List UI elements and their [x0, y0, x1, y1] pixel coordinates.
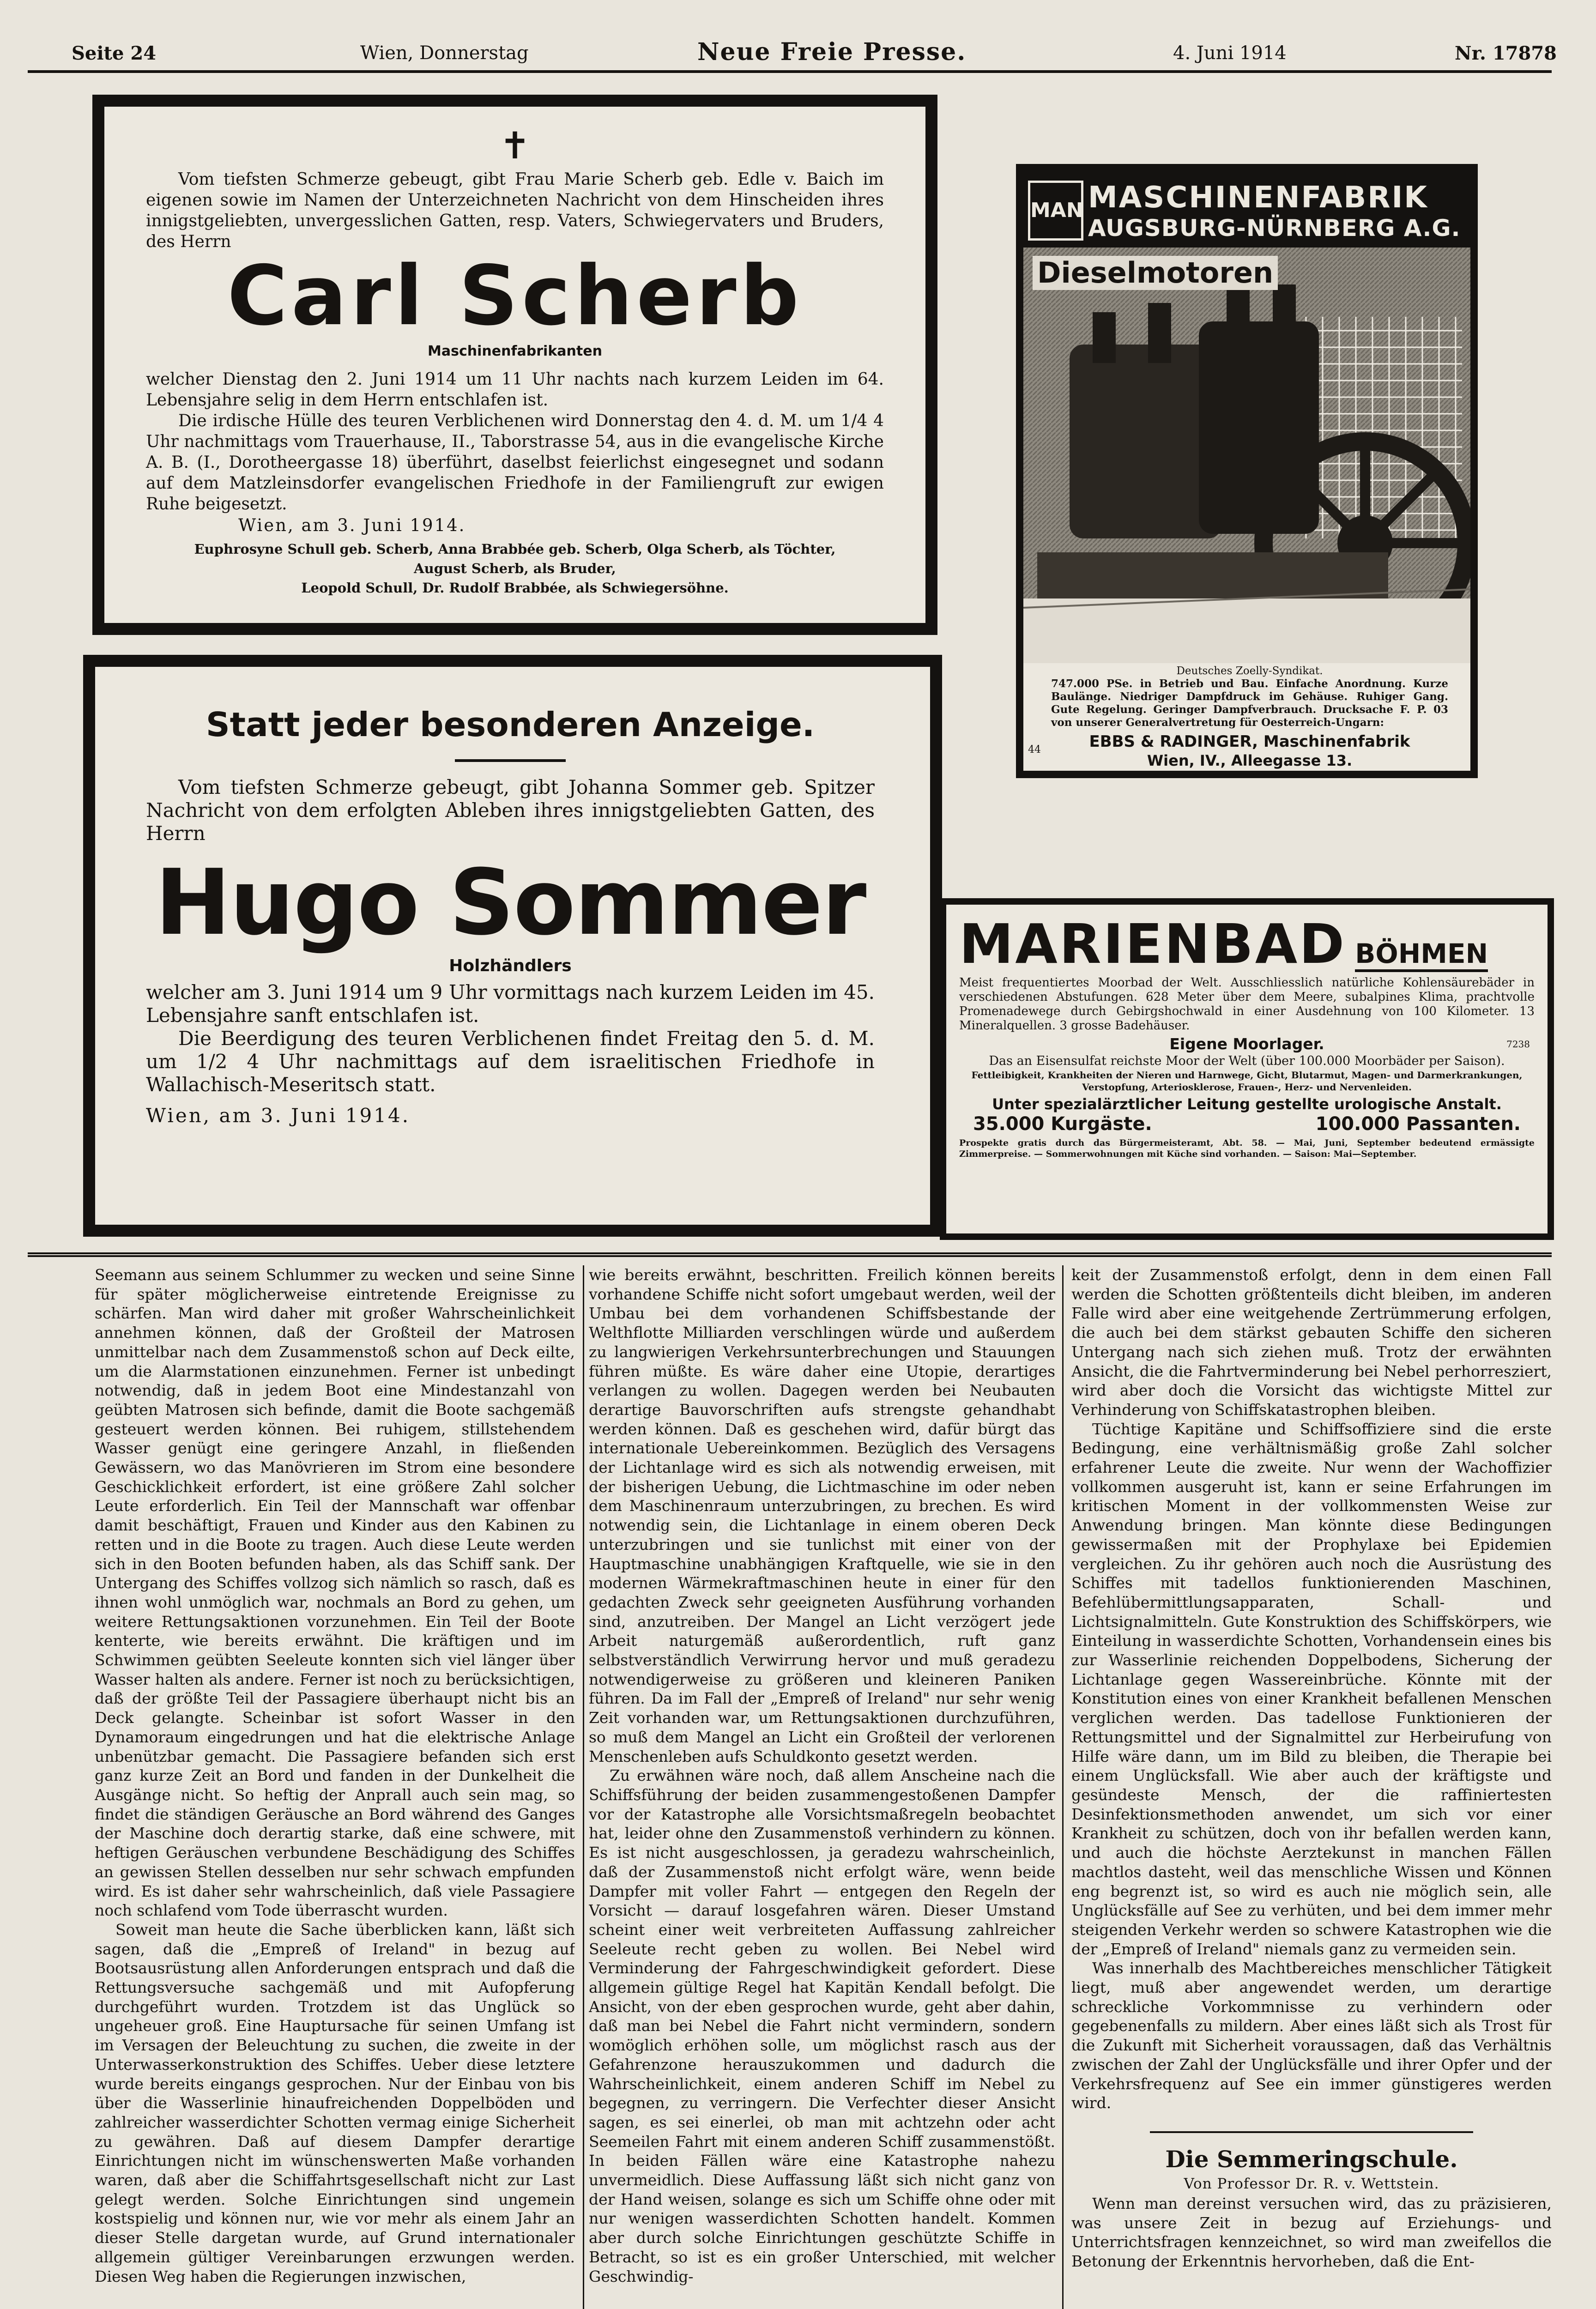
- place-date: Wien, am 3. Juni 1914.: [146, 1104, 411, 1127]
- announcement-headline: Statt jeder besonderen Anzeige.: [206, 705, 815, 744]
- place-day: Wien, Donnerstag: [360, 42, 529, 64]
- marienbad-header: [959, 914, 1535, 974]
- signatories-1: Euphrosyne Schull geb. Scherb, Anna Brabbée geb. Scherb, Olga Scherb, als Töchter,: [194, 541, 836, 557]
- company-line-2: AUGSBURG-NÜRNBERG A.G.: [1088, 215, 1461, 242]
- column-rule: [1062, 1265, 1064, 2309]
- moor-label: Eigene Moorlager.: [1169, 1035, 1324, 1053]
- feuilleton-byline: Von Professor Dr. R. v. Wettstein.: [1184, 2175, 1439, 2192]
- obituary-text-1: welcher Dienstag den 2. Juni 1914 um 11 Uhr nachts nach kurzem Leiden im 64. Lebensjahre selig in dem Herrn entschlafen ist.: [146, 370, 884, 410]
- masthead: [28, 37, 1557, 69]
- article-paragraph: wie bereits erwähnt, beschritten. Freilich können bereits vorhandene Schiffe nicht sofort umgebaut werden, weil der Umbau bei dem vorhandenen Schiffsbestande der Welthflotte Milliarden verschlingen würde und außerdem zu langwierigen Verkehrsunterbrechungen und Stauungen führen müßte. Es wäre daher eine Utopie, derartiges verlangen zu wollen. Dagegen werden bei Neubauten derartige Bauvorschriften aufs strengste gehandhabt werden können. Daß es geschehen wird, dafür bürgt das internationale Uebereinkommen. Bezüglich des Versagens der Lichtanlage wird es sich als notwendig erweisen, mit der bisherigen Uebung, die Lichtmaschine im oder neben dem Maschinenraum unterzubringen, zu brechen. Es wird notwendig sein, die Lichtanlage in einem oberen Deck unterzubringen und sie tunlichst mit einer von der Hauptmaschine unabhängigen Kraftquelle, wie sie in den modernen Wärmekraftmaschinen heute in einer für den gedachten Zweck sehr geeigneten Ausführung vorhanden sind, anzutreiben. Der Mangel an Licht verzögert jede Arbeit naturgemäß außerordentlich, ruft ganz selbstverständlich Verwirrung hervor und muß geradezu notwendigerweise zu größeren und kleineren Paniken führen. Da im Fall der „Empreß of Ireland" nur sehr wenig Zeit vorhanden war, um Rettungsaktionen durchzuführen, so muß dem Mangel an Licht ein Großteil der verlorenen Menschenleben aufs Schuldkonto gesetzt werden.: [589, 1266, 1055, 1765]
- article-paragraph: Soweit man heute die Sache überblicken kann, läßt sich sagen, daß die „Empreß of Ireland" in bezug auf Bootsausrüstung allen Anforderungen entsprach und daß die Rettungsversuche sachgemäß und mit Aufopferung durchgeführt wurden. Trotzdem ist das Unglück so ungeheuer groß. Eine Hauptursache für seinen Umfang ist im Versagen der Beleuchtung zu suchen, die zweite in der Unterwasserkonstruktion des Schiffes. Ueber diese letztere wurde bereits eingangs gesprochen. Nur der Einbau von bis über die Wasserlinie hinaufreichenden Doppelböden und zahlreicher wasserdichter Schotten vermag einige Sicherheit zu gewähren. Daß auf diesem Dampfer derartige Einrichtungen nicht im wünschenswerten Maße vorhanden waren, daß aber die Schiffahrtsgesellschaft nicht zur Last gelegt werden. Solche Einrichtungen sind ungemein kostspielig und können nur, wie vor mehr als einem Jahr an dieser Stelle dargetan wurde, auf Grund internationaler allgemein gültiger Vereinbarungen erzwungen werden. Diesen Weg haben die Regierungen inzwischen,: [95, 1920, 575, 2285]
- headline-rule: [455, 759, 566, 762]
- deceased-occupation: Maschinenfabrikanten: [428, 343, 602, 359]
- newspaper-title: Neue Freie Presse.: [697, 38, 967, 66]
- ad-number: 7238: [1506, 1039, 1530, 1050]
- marienbad-text-1: Meist frequentiertes Moorbad der Welt. Ausschliesslich natürliche Kohlensäurebäder in verschiedenen Abstufungen. 628 Meter über dem Meere, subalpines Klima, prachtvolle Promenadewege durch Gebirgshochwald in einer Ausdehnung von 100 Kilometer. 13 Mineralquellen. 3 grosse Badehäuser.: [959, 976, 1535, 1033]
- place-date: Wien, am 3. Juni 1914.: [238, 515, 466, 535]
- company-line-1: MASCHINENFABRIK: [1088, 181, 1428, 215]
- article-paragraph: Seemann aus seinem Schlummer zu wecken und seine Sinne für später möglicherweise eintretende Ereignisse zu schärfen. Man wird daher mit großer Wahrscheinlichkeit annehmen können, daß der Großteil der Matrosen unmittelbar nach dem Zusammenstoß schon auf Deck eilte, um die Alarmstationen einzunehmen. Ferner ist unbedingt notwendig, daß in jedem Boot eine Mindestanzahl von geübten Matrosen sich befinde, damit die Boote sachgemäß gesteuert werden können. Bei ruhigem, stillstehendem Wasser genügt eine geringere Anzahl, in fließenden Gewässern, wo das Manövrieren im Strom eine besondere Geschicklichkeit erfordert, ist eine größere Zahl solcher Leute erforderlich. Ein Teil der Mannschaft war offenbar damit beschäftigt, Frauen und Kinder aus den Kabinen zu retten und in die Boote zu tragen. Auch diese Leute werden sich in den Booten befunden haben, als das Schiff sank. Der Untergang des Schiffes vollzog sich nämlich so rasch, daß es ihnen wohl unmöglich war, nochmals an Bord zu gehen, um weitere Rettungsaktionen vorzunehmen. Ein Teil der Boote kenterte, wie bereits erwähnt. Die kräftigen und im Schwimmen geübten Seeleute konnten sich viel länger über Wasser halten als andere. Ferner ist noch zu berücksichtigen, daß der größte Teil der Passagiere überhaupt nicht bis an Deck gelangte. Scheinbar ist sofort Wasser in den Dynamoraum eingedrungen und hat die elektrische Anlage unbenützbar gemacht. Die Passagiere befanden sich erst ganz kurze Zeit an Bord und fanden in der Dunkelheit die Ausgänge nicht. So heftig der Anprall auch sein mag, so findet die ständigen Geräusche an Bord während des Ganges der Maschine doch derartig starke, daß eine schwere, mit heftigen Geräuschen verbundene Beschädigung des Schiffes an gewissen Stellen desselben nur sehr schwach empfunden wird. Es ist daher sehr wahrscheinlich, daß viele Passagiere noch schlafend vom Tode überrascht wurden.: [95, 1266, 575, 1920]
- diesel-engine-image: [1023, 248, 1470, 663]
- syndicate: Deutsches Zoelly-Syndikat.: [1176, 665, 1323, 677]
- announcement-text-1: welcher am 3. Juni 1914 um 9 Uhr vormittags nach kurzem Leiden im 45. Lebensjahre sanft entschlafen ist.: [146, 981, 875, 1027]
- deceased-occupation: Holzhändlers: [449, 956, 572, 975]
- man-header: [1023, 171, 1470, 248]
- deceased-name: Carl Scherb: [227, 248, 803, 344]
- ad-man-dieselmotoren: [1016, 164, 1478, 778]
- article-paragraph: Zu erwähnen wäre noch, daß allem Anscheine nach die Schiffsführung der beiden zusammengestoßenen Dampfer vor der Katastrophe alle Vorsichtsmaßregeln beobachtet hat, leider ohne den Zusammenstoß verhindern zu können. Es ist nicht ausgeschlossen, ja geradezu wahrscheinlich, daß der Zusammenstoß nicht erfolgt wäre, wenn beide Dampfer mit voller Fahrt — entgegen den Regeln der Vorsicht — darauf losgefahren wären. Dieser Umstand scheint einer weit verbreiteten Auffassung zahlreicher Seeleute recht geben zu wollen. Bei Nebel wird Verminderung der Fahrgeschwindigkeit gefordert. Diese allgemein gültige Regel hat Kapitän Kendall befolgt. Die Ansicht, von der eben gesprochen wurde, geht aber dahin, daß man bei Nebel die Fahrt nicht vermindern, sondern womöglich erhöhen solle, um möglichst rasch aus der Gefahrenzone herauszukommen und dadurch die Wahrscheinlichkeit, einem anderen Schiff im Nebel zu begegnen, zu verringern. Die Verfechter dieser Ansicht sagen, es sei einerlei, ob man mit achtzehn oder acht Seemeilen Fahrt mit einem anderen Schiff zusammenstößt. In beiden Fällen wäre eine Katastrophe nahezu unvermeidlich. Diese Auffassung läßt sich nicht ganz von der Hand weisen, solange es sich um Schiffe ohne oder mit nur wenigen wasserdichten Schotten handelt. Kommen aber durch solche Einrichtungen geschützte Schiffe in Betracht, so ist es ein großer Unterschied, mit welcher Geschwindig-: [589, 1766, 1055, 2285]
- issue-number: Nr. 17878: [1455, 42, 1557, 64]
- man-logo: MAN: [1028, 181, 1083, 241]
- announcement-intro: Vom tiefsten Schmerze gebeugt, gibt Johanna Sommer geb. Spitzer Nachricht von dem erfolgten Ableben ihres innigstgeliebten Gatten, des Herrn: [146, 776, 875, 845]
- visitor-numbers: [959, 1113, 1535, 1135]
- article-paragraph: Tüchtige Kapitäne und Schiffsoffiziere sind die erste Bedingung, eine verhältnismäßig große Zahl solcher erfahrener Leute die zweite. Nur wenn der Wachoffizier vollkommen ausgeruht ist, kann er seine Erfahrungen im kritischen Moment in der vollkommensten Weise zur Anwendung bringen. Man könnte diese Bedingungen gewissermaßen mit der Prophylaxe bei Epidemien vergleichen. Zu ihr gehören auch noch die Ausrüstung des Schiffes mit tadellos funktionierenden Maschinen, Befehlübermittlungsapparaten, Schall- und Lichtsignalmitteln. Gute Konstruktion des Schiffskörpers, wie Einteilung in wasserdichte Schotten, Vorhandensein eines bis zur Wasserlinie reichenden Doppelbodens, Sicherung der Lichtanlage gegen Wassereinbrüche. Könnte mit der Konstitution eines von einer Krankheit befallenen Menschen verglichen werden. Das tadellose Funktionieren der Rettungsmittel und der Signalmittel zur Herbeirufung von Hilfe wäre dann, um im Bild zu bleiben, die Therapie bei einem Unglücksfall. Wie aber auch der kräftigste und gesündeste Mensch, der die raffiniertesten Desinfektionsmethoden anwendet, um sich vor einer Krankheit zu schützen, doch von ihr befallen werden kann, und auch die höchste Aerztekunst in manchen Fällen machtlos dasteht, weil das menschliche Wissen und Können eng begrenzt ist, so wird es auch nie möglich sein, alle Unglücksfälle auf See zu verhüten, und bei dem immer mehr steigenden Verkehr werden so schwere Katastrophen wie die der „Empreß of Ireland" niemals ganz zu vermeiden sein.: [1071, 1420, 1552, 1958]
- agent-name: EBBS & RADINGER, Maschinenfabrik: [1089, 732, 1410, 751]
- feuilleton-text: Wenn man dereinst versuchen wird, das zu präzisieren, was unsere Zeit in bezug auf Erziehungs- und Unterrichtsfragen kennzeichnet, so wird man zweifellos die Betonung der Erkenntnis hervorheben, daß die Ent-: [1071, 2194, 1552, 2271]
- ad-number: 44: [1028, 744, 1041, 756]
- marienbad-text-2: Das an Eisensulfat reichste Moor der Welt (über 100.000 Moorbäder per Saison).: [989, 1054, 1505, 1068]
- agent-address: Wien, IV., Alleegasse 13.: [1147, 752, 1353, 769]
- article-column-3: [1071, 1265, 1552, 2309]
- ad-marienbad: [940, 898, 1554, 1240]
- marienbad-indications: Fettleibigkeit, Krankheiten der Nieren und Harnwege, Gicht, Blutarmut, Magen- und Darmerkrankungen, Verstopfung, Arteriosklerose, Frauen-, Herz- und Nervenleiden.: [971, 1070, 1523, 1093]
- marienbad-text-4: Unter spezialärztlicher Leitung gestellte urologische Anstalt.: [992, 1095, 1502, 1113]
- signatories-2: August Scherb, als Bruder,: [414, 561, 616, 576]
- feuilleton-title: Die Semmeringschule.: [1165, 2145, 1458, 2173]
- article-column-1: [95, 1265, 575, 2309]
- column-rule: [583, 1265, 584, 2309]
- man-details: [1051, 665, 1448, 770]
- obituary-intro: Vom tiefsten Schmerze gebeugt, gibt Frau Marie Scherb geb. Edle v. Baich im eigenen sowie im Namen der Unterzeichneten Nachricht von dem Hinscheiden ihres innigstgeliebten, unvergesslichen Gatten, resp. Vaters, Schwiegervaters und Bruders, des Herrn: [146, 170, 884, 251]
- article-paragraph: Was innerhalb des Machtbereiches menschlicher Tätigkeit liegt, muß aber angewendet werden, um derartige schreckliche Vorkommnisse zu verhindern oder gegebenenfalls zu mildern. Aber eines läßt sich als Trost für die Zukunft mit Sicherheit voraussagen, daß das Verhältnis zwischen der Zahl der Unglücksfälle und ihrer Opfer und der Verkehrsfrequenz auf See ein immer günstigeres werden wird.: [1071, 1959, 1552, 2112]
- man-description: 747.000 PSe. in Betrieb und Bau. Einfache Anordnung. Kurze Baulänge. Niedriger Dampfdruck im Gehäuse. Ruhiger Gang. Gute Regelung. Geringer Dampfverbrauch. Drucksache F. P. 03 von unserer Generalvertretung für Oesterreich-Ungarn:: [1051, 677, 1448, 729]
- marienbad-region: BÖHMEN: [1355, 938, 1488, 972]
- signatories-3: Leopold Schull, Dr. Rudolf Brabbée, als Schwiegersöhne.: [301, 580, 729, 596]
- marienbad-title: MARIENBAD: [959, 912, 1347, 976]
- feuilleton-rule: [1150, 2131, 1473, 2133]
- product-label: Dieselmotoren: [1033, 256, 1278, 290]
- article-paragraph: keit der Zusammenstoß erfolgt, denn in dem einen Fall werden die Schotten größtenteils dicht bleiben, im anderen Falle wird aber eine weitgehende Zertrümmerung erfolgen, die auch bei dem stärkst gebauten Schiffe den sicheren Untergang nach sich ziehen muß. Trotz der erwähnten Ansicht, die die Fahrtverminderung bei Nebel perhorresziert, wird aber doch die Vorsicht das wichtigste Mittel zur Verhinderung von Schiffskatastrophen bleiben.: [1071, 1266, 1552, 1419]
- cross-icon: ✝: [499, 124, 531, 167]
- obituary-sommer: [83, 655, 942, 1237]
- kurgaeste: 35.000 Kurgäste.: [973, 1113, 1152, 1135]
- moor-line: [959, 1035, 1535, 1053]
- announcement-text-2: Die Beerdigung des teuren Verblichenen findet Freitag den 5. d. M. um 1/2 4 Uhr nachmittags auf dem israelitischen Friedhofe in Wallachisch-Meseritsch statt.: [146, 1027, 875, 1096]
- obituary-scherb: [92, 95, 937, 635]
- passanten: 100.000 Passanten.: [1315, 1113, 1521, 1135]
- page-number: Seite 24: [72, 42, 157, 64]
- article-column-2: [589, 1265, 1055, 2309]
- section-rule: [28, 1252, 1552, 1257]
- engine-illustration: [1023, 248, 1470, 663]
- masthead-rule: [28, 70, 1552, 73]
- issue-date: 4. Juni 1914: [1173, 42, 1287, 64]
- obituary-text-2: Die irdische Hülle des teuren Verblichenen wird Donnerstag den 4. d. M. um 1/4 4 Uhr nachmittags vom Trauerhause, II., Taborstrasse 54, aus in die evangelische Kirche A. B. (I., Dorotheergasse 18) überführt, daselbst feierlichst eingesegnet und sodann auf dem Matzleinsdorfer evangelischen Friedhofe in der Familiengruft zur ewigen Ruhe beigesetzt.: [146, 411, 884, 514]
- marienbad-text-5: Prospekte gratis durch das Bürgermeisteramt, Abt. 58. — Mai, Juni, September bedeutend ermässigte Zimmerpreise. — Sommerwohnungen mit Küche sind vorhanden. — Saison: Mai—September.: [959, 1138, 1535, 1159]
- deceased-name: Hugo Sommer: [155, 850, 866, 955]
